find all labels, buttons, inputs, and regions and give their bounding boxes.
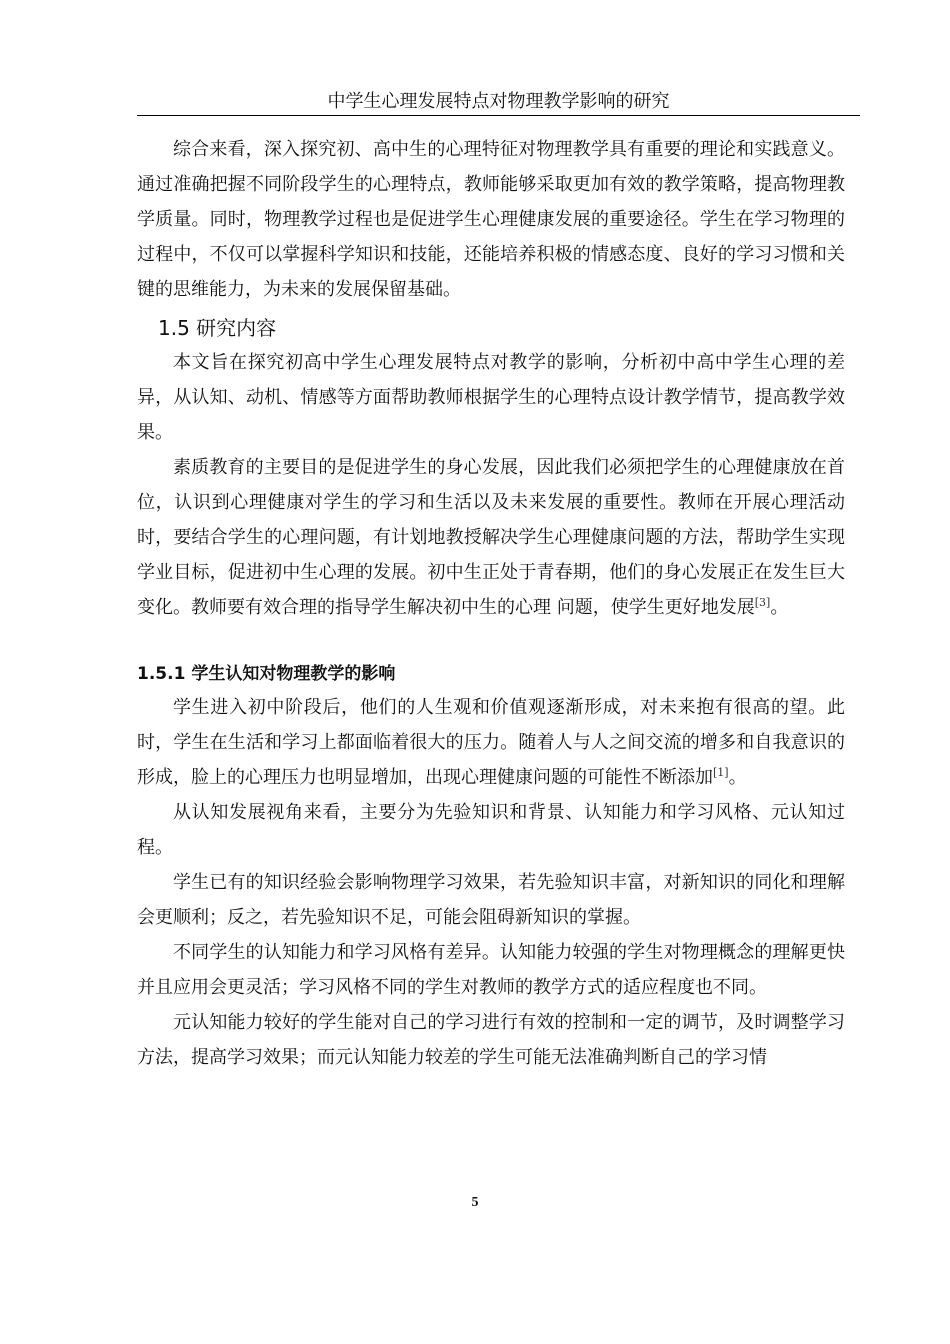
paragraph-end: 。 bbox=[770, 597, 789, 618]
paragraph-junior-stage bbox=[137, 690, 845, 795]
citation-ref-3: [3] bbox=[754, 596, 771, 609]
paragraph-aim: 本文旨在探究初高中学生心理发展特点对教学的影响，分析初中高中学生心理的差异，从认知、动机、情感等方面帮助教师根据学生的心理特点设计教学情节，提高教学效果。 bbox=[137, 352, 845, 443]
subsection-heading-1-5-1: 1.5.1 学生认知对物理教学的影响 bbox=[137, 664, 396, 684]
paragraph-metacognition: 元认知能力较好的学生能对自己的学习进行有效的控制和一定的调节，及时调整学习方法，提高学习效果；而元认知能力较差的学生可能无法准确判断自己的学习情 bbox=[137, 1012, 845, 1068]
header-rule bbox=[137, 115, 860, 116]
paragraph-learning-style: 不同学生的认知能力和学习风格有差异。认知能力较强的学生对物理概念的理解更快并且应用会更灵活；学习风格不同的学生对教师的教学方式的适应程度也不同。 bbox=[137, 942, 845, 998]
page-number: 5 bbox=[471, 1195, 479, 1210]
section-heading-1-5: 1.5 研究内容 bbox=[158, 316, 277, 340]
paragraph-text: 素质教育的主要目的是促进学生的身心发展，因此我们必须把学生的心理健康放在首位，认识到心理健康对学生的学习和生活以及未来发展的重要性。教师在开展心理活动时，要结合学生的心理问题，有计划地教授解决学生心理健康问题的方法，帮助学生实现学业目标，促进初中生心理的发展。初中生正处于青春期，他们的身心发展正在发生巨大变化。教师要有效合理的指导学生解决初中生的心理 问题，使学生更好地发展 bbox=[137, 457, 845, 618]
paragraph-end: 。 bbox=[728, 767, 747, 788]
paragraph-prior-knowledge: 学生已有的知识经验会影响物理学习效果，若先验知识丰富，对新知识的同化和理解会更顺利；反之，若先验知识不足，可能会阻碍新知识的掌握。 bbox=[137, 872, 845, 928]
paragraph-summary: 综合来看，深入探究初、高中生的心理特征对物理教学具有重要的理论和实践意义。通过准确把握不同阶段学生的心理特点，教师能够采取更加有效的教学策略，提高物理教学质量。同时，物理教学过程也是促进学生心理健康发展的重要途径。学生在学习物理的过程中，不仅可以掌握科学知识和技能，还能培养积极的情感态度、良好的学习习惯和关键的思维能力，为未来的发展保留基础。 bbox=[137, 139, 845, 300]
paragraph-quality-education bbox=[137, 450, 845, 625]
citation-ref-1: [1] bbox=[713, 766, 729, 779]
paragraph-text: 学生进入初中阶段后，他们的人生观和价值观逐渐形成，对未来抱有很高的望。此时，学生在生活和学习上都面临着很大的压力。随着人与人之间交流的增多和自我意识的形成，脸上的心理压力也明显增加，出现心理健康问题的可能性不断添加 bbox=[137, 697, 845, 788]
document-body bbox=[137, 132, 845, 1075]
running-header: 中学生心理发展特点对物理教学影响的研究 bbox=[327, 91, 670, 112]
paragraph-cognitive-view: 从认知发展视角来看，主要分为先验知识和背景、认知能力和学习风格、元认知过程。 bbox=[137, 802, 845, 858]
